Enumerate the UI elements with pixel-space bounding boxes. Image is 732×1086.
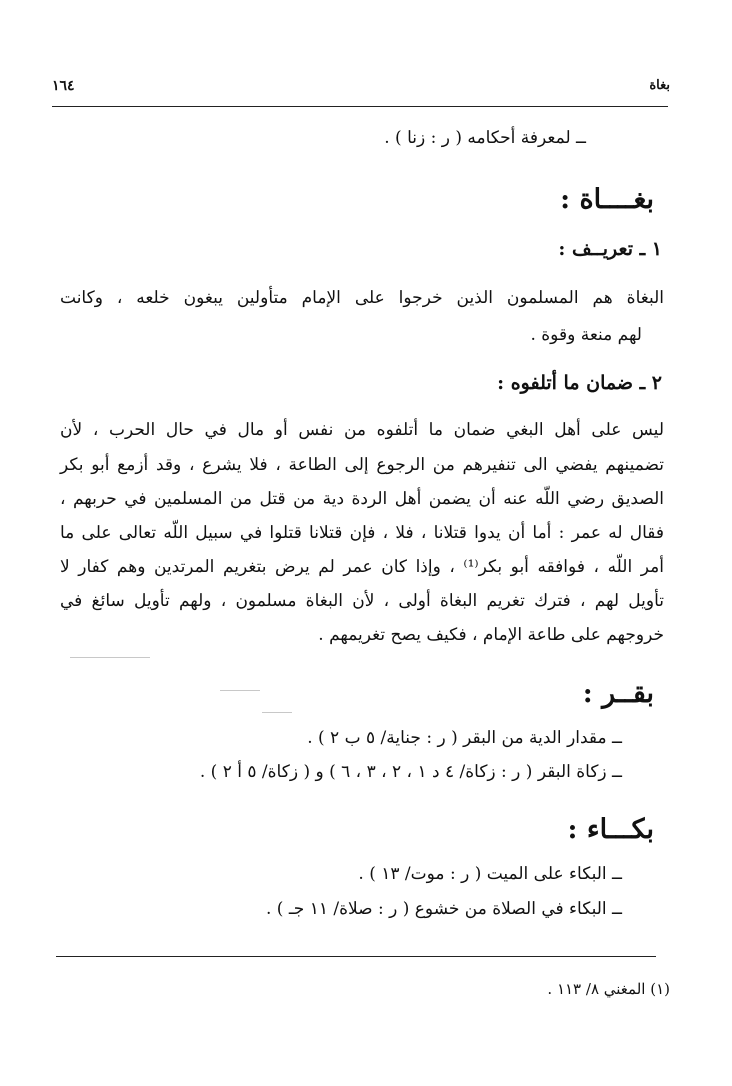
page-number: ١٦٤ — [52, 78, 75, 94]
liability-line: تضمينهم يفضي الى تنفيرهم من الرجوع إلى الطاعة ، فلا يشرع ، وقد أزمع أبو بكر — [60, 455, 664, 475]
liability-line: فقال له عمر : أما أن يدوا قتلانا ، فلا ، فإن قتلانا قتلوا في سبيل اللّه تعالى على ما — [60, 523, 664, 543]
footnote-rule — [56, 956, 656, 957]
reference-line: ــ البكاء على الميت ( ر : موت/ ١٣ ) . — [358, 864, 622, 884]
intro-line: ــ لمعرفة أحكامه ( ر : زنا ) . — [384, 128, 586, 148]
definition-line: لهم منعة وقوة . — [530, 325, 642, 345]
footnote: (١) المغني ٨/ ١١٣ . — [547, 980, 670, 998]
header-rule — [52, 106, 668, 107]
section-title-baqar: بقــر : — [582, 678, 654, 709]
definition-heading: ١ ـ تعريــف : — [558, 238, 662, 260]
liability-heading: ٢ ـ ضمان ما أتلفوه : — [497, 372, 662, 394]
liability-line: تأويل لهم ، فترك تغريم البغاة أولى ، لأن البغاة مسلمون ، ولهم تأويل سائغ في — [60, 591, 664, 611]
liability-line: ليس على أهل البغي ضمان ما أتلفوه من نفس أو مال في حال الحرب ، لأن — [60, 420, 664, 440]
section-title-bughat: بغــــاة : — [560, 184, 654, 215]
running-head: بغاة — [649, 78, 670, 93]
reference-line: ــ مقدار الدية من البقر ( ر : جناية/ ٥ ب ٢ ) . — [307, 728, 622, 748]
section-title-bukaa: بكـــاء : — [567, 814, 654, 845]
reference-line: ــ زكاة البقر ( ر : زكاة/ ٤ د ١ ، ٢ ، ٣ ، ٦ ) و ( زكاة/ ٥ أ ٢ ) . — [199, 762, 622, 782]
liability-line: أمر اللّه ، فوافقه أبو بكر⁽¹⁾ ، وإذا كان عمر لم يرض بتغريم المرتدين وهم كفار لا — [60, 557, 664, 577]
scan-speck — [70, 657, 150, 658]
reference-line: ــ البكاء في الصلاة من خشوع ( ر : صلاة/ ١١ جـ ) . — [265, 899, 622, 919]
liability-line: الصديق رضي اللّه عنه أن يضمن أهل الردة دية من قتل من المسلمين في حربهم ، — [60, 489, 664, 509]
definition-line: البغاة هم المسلمون الذين خرجوا على الإمام متأولين يبغون خلعه ، وكانت — [60, 288, 664, 308]
scan-speck — [220, 690, 260, 691]
liability-line: خروجهم على طاعة الإمام ، فكيف يصح تغريمهم . — [318, 625, 664, 645]
scan-speck — [262, 712, 292, 713]
